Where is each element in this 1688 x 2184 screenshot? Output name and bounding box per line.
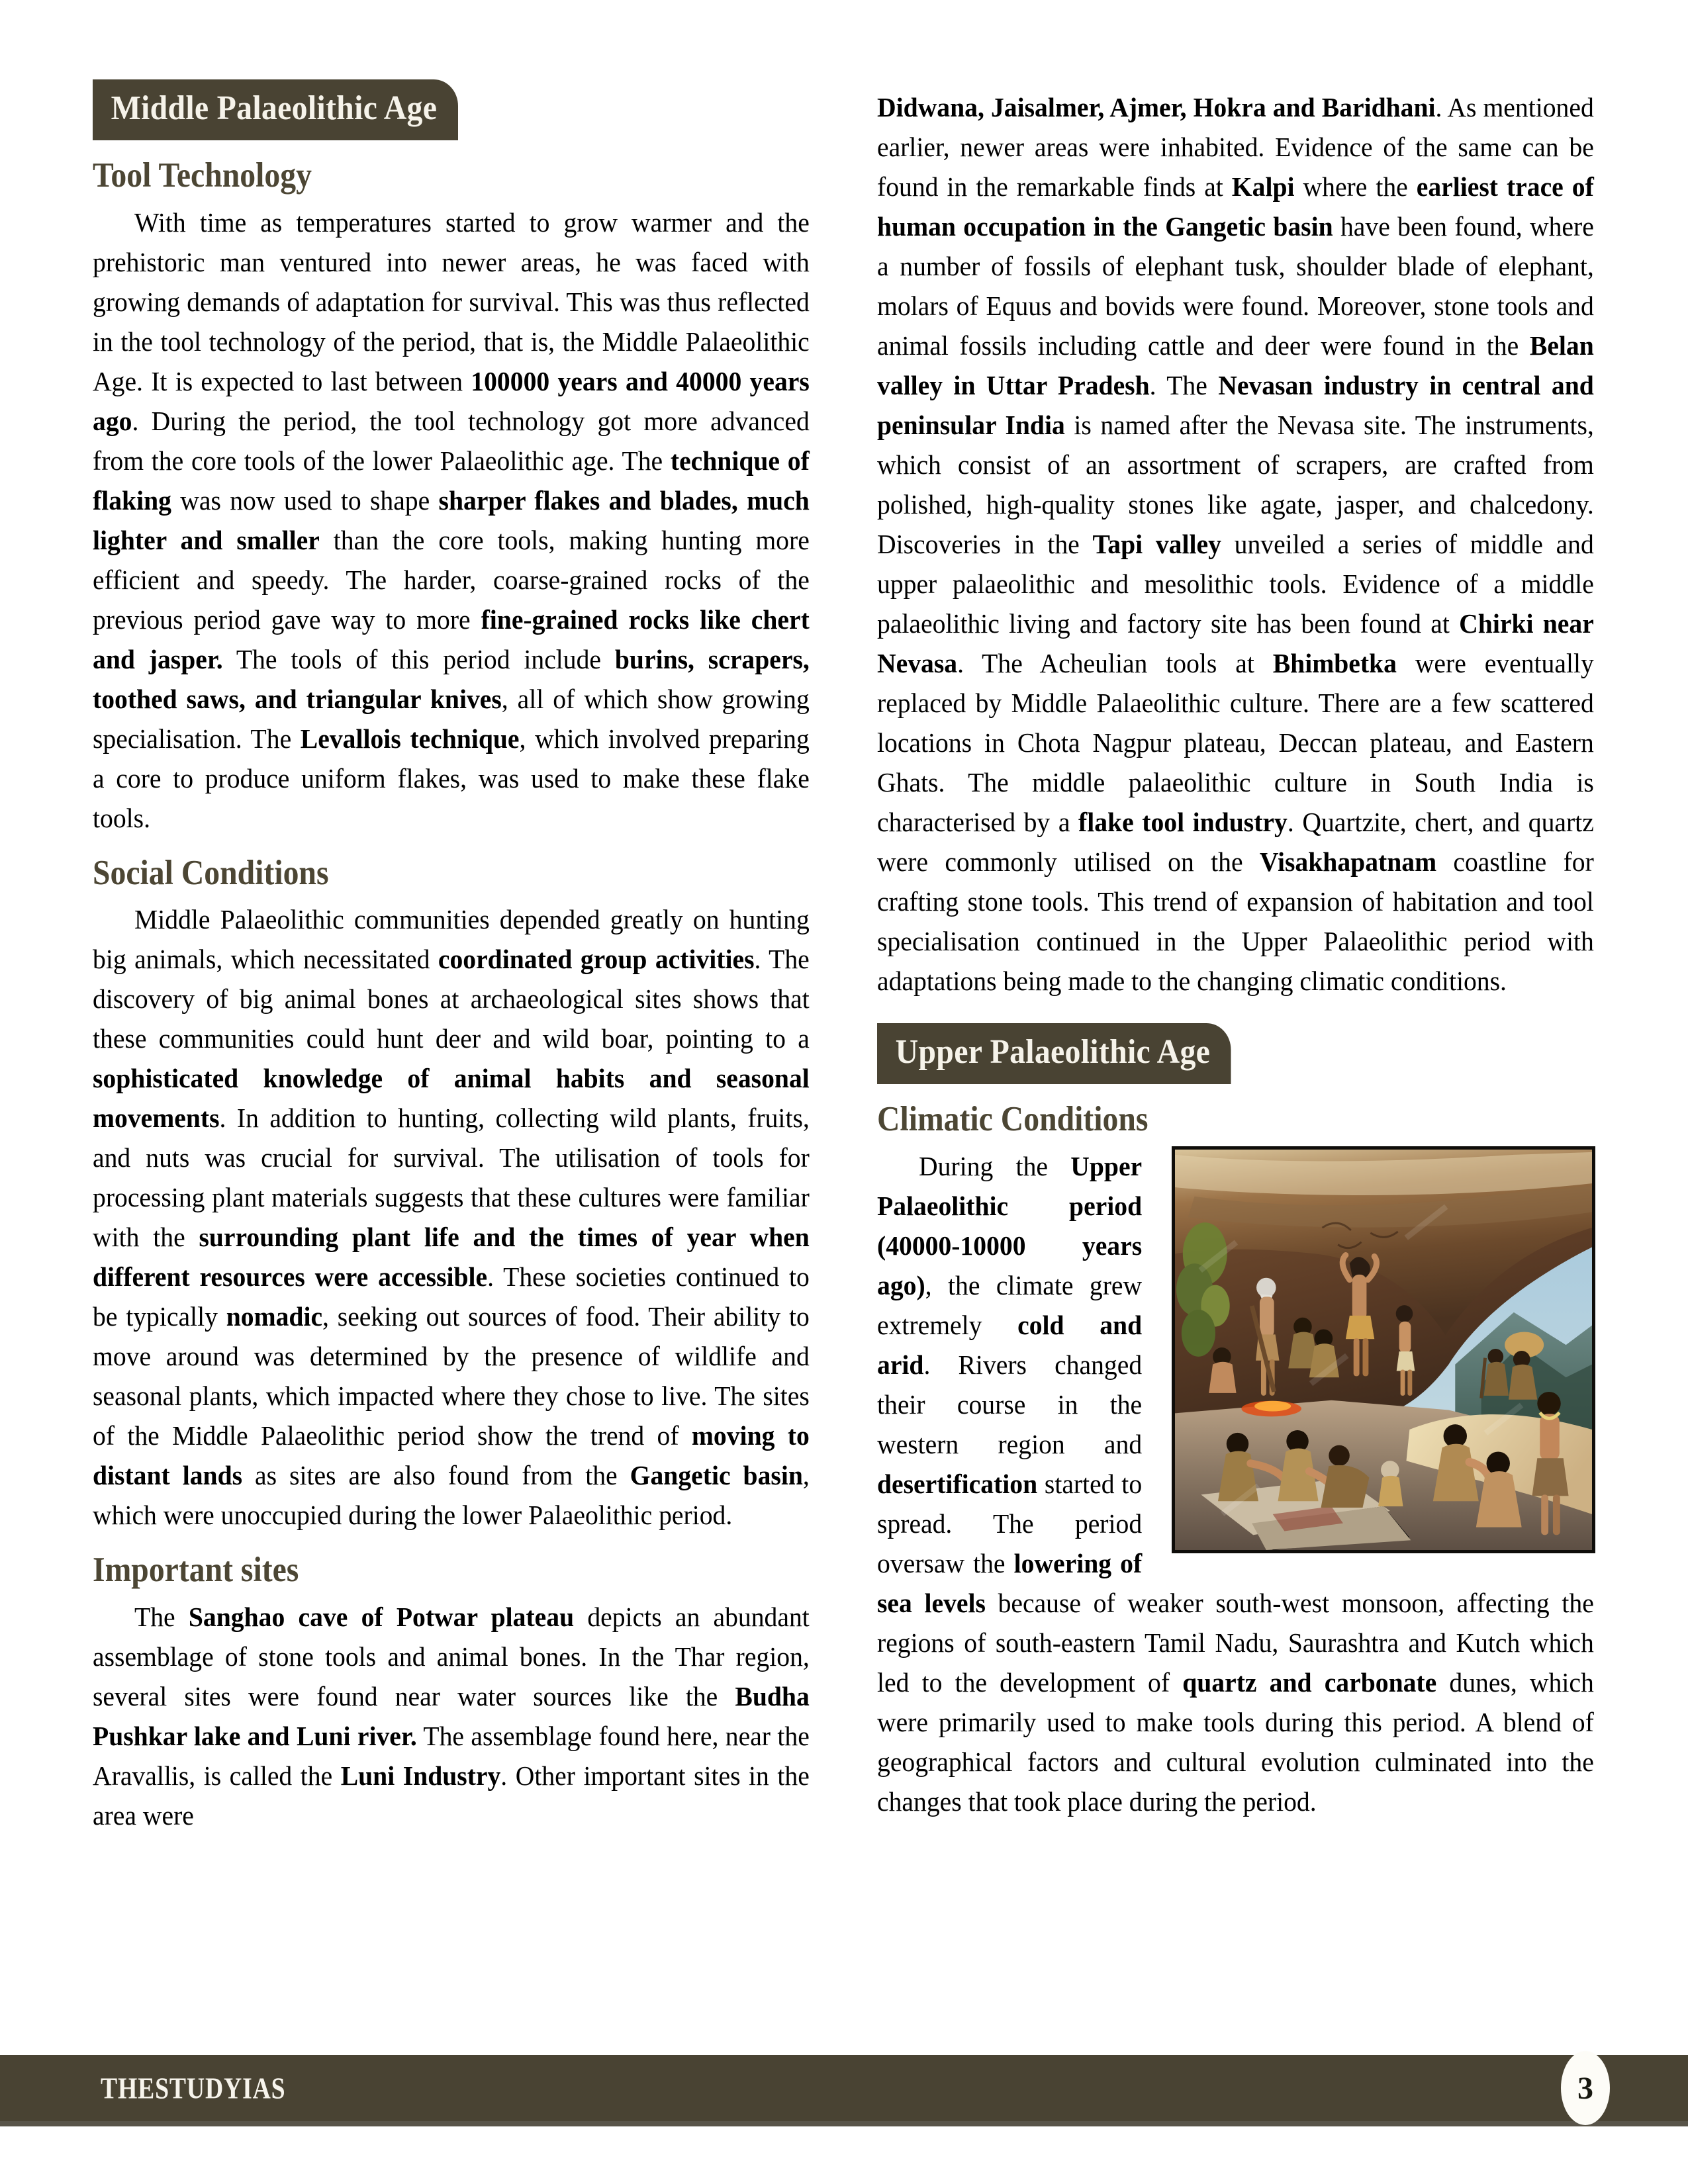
page-footer — [0, 2055, 1688, 2121]
paragraph-important-sites-continued: Didwana, Jaisalmer, Ajmer, Hokra and Baridhani. As mentioned earlier, newer areas were inhabited. Evidence of the same can be found in the remarkable finds at Kalpi where the earliest trace of human occupation in the Gangetic basin have been found, where a number of fossils of elephant tusk, shoulder blade of elephant, molars of Equus and bovids were found. Moreover, stone tools and animal fossils including cattle and deer were found in the Belan valley in Uttar Pradesh. The Nevasan industry in central and peninsular India is named after the Nevasa site. The instruments, which consist of an assortment of scrapers, are crafted from polished, high-quality stones like agate, jasper, and chalcedony. Discoveries in the Tapi valley unveiled a series of middle and upper palaeolithic and mesolithic tools. Evidence of a middle palaeolithic living and factory site has been found at Chirki near Nevasa. The Acheulian tools at Bhimbetka were eventually replaced by Middle Palaeolithic culture. There are a few scattered locations in Chota Nagpur plateau, Deccan plateau, and Eastern Ghats. The middle palaeolithic culture in South India is characterised by a flake tool industry. Quartzite, chert, and quartz were commonly utilised on the Visakhapatnam coastline for crafting stone tools. This trend of expansion of habitation and tool specialisation continued in the Upper Palaeolithic period with adaptations being made to the changing climatic conditions. — [877, 92, 1594, 996]
two-column-layout — [93, 79, 1595, 2019]
left-column — [93, 79, 811, 2019]
paragraph-climatic-conditions: During the Upper Palaeolithic period (40000-10000 years ago), the climate grew extremely cold and arid. Rivers changed their course in the western region and desertification started to spread. The period oversaw the lowering of sea levels because of weaker south-west monsoon, affecting the regions of south-eastern Tamil Nadu, Saurashtra and Kutch which led to the development of quartz and carbonate dunes, which were primarily used to make tools during this period. A blend of geographical factors and cultural evolution culminated into the changes that took place during the period. — [877, 1150, 1594, 1817]
section-banner-upper-palaeolithic — [877, 1023, 1595, 1084]
paragraph-important-sites: The Sanghao cave of Potwar plateau depicts an abundant assemblage of stone tools and animal bones. In the Thar region, several sites were found near water sources like the Budha Pushkar lake and Luni river. The assemblage found here, near the Aravallis, is called the Luni Industry. Other important sites in the area were — [93, 1601, 810, 1831]
badge-label: Upper Palaeolithic Age — [877, 1023, 1231, 1084]
right-column — [877, 79, 1595, 2019]
page-number-badge: 3 — [1561, 2051, 1610, 2125]
heading-important-sites: Important sites — [93, 1551, 299, 1590]
paragraph-social-conditions: Middle Palaeolithic communities depended greatly on hunting big animals, which necessitated coordinated group activities. The discovery of big animal bones at archaeological sites shows that these communities could hunt deer and wild boar, pointing to a sophisticated knowledge of animal habits and seasonal movements. In addition to hunting, collecting wild plants, fruits, and nuts was crucial for survival. The utilisation of tools for processing plant materials suggests that these cultures were familiar with the surrounding plant life and the times of year when different resources were accessible. These societies continued to be typically nomadic, seeking out sources of food. Their ability to move around was determined by the presence of wildlife and seasonal plants, which impacted where they chose to live. The sites of the Middle Palaeolithic period show the trend of moving to distant lands as sites are also found from the Gangetic basin, which were unoccupied during the lower Palaeolithic period. — [93, 904, 810, 1531]
heading-tool-technology: Tool Technology — [93, 156, 312, 195]
section-banner-middle-palaeolithic — [93, 79, 811, 140]
brand-label: THESTUDYIAS — [101, 2071, 286, 2105]
heading-social-conditions: Social Conditions — [93, 853, 329, 892]
heading-climatic-conditions: Climatic Conditions — [877, 1100, 1149, 1138]
paragraph-tool-technology: With time as temperatures started to grow warmer and the prehistoric man ventured into newer areas, he was faced with growing demands of adaptation for survival. This was thus reflected in the tool technology of the period, that is, the Middle Palaeolithic Age. It is expected to last between 100000 years and 40000 years ago. During the period, the tool technology got more advanced from the core tools of the lower Palaeolithic age. The technique of flaking was now used to shape sharper flakes and blades, much lighter and smaller than the core tools, making hunting more efficient and speedy. The harder, coarse-grained rocks of the previous period gave way to more fine-grained rocks like chert and jasper. The tools of this period include burins, scrapers, toothed saws, and triangular knives, all of which show growing specialisation. The Levallois technique, which involved preparing a core to produce uniform flakes, was used to make these flake tools. — [93, 206, 810, 833]
badge-label: Middle Palaeolithic Age — [93, 79, 458, 140]
